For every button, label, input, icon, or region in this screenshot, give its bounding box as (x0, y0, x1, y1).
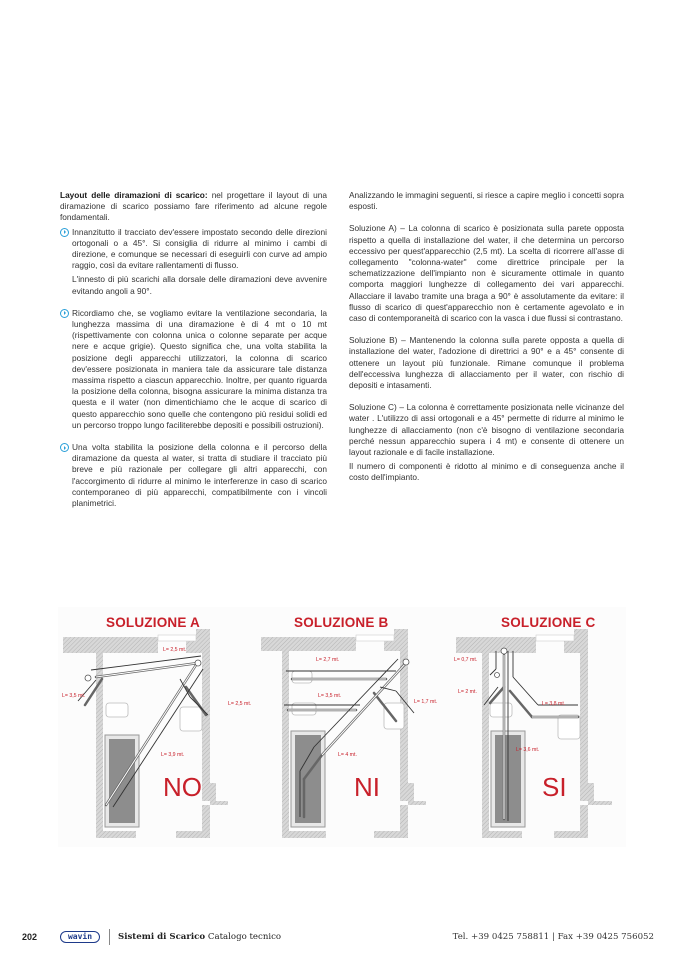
length-label: L= 1,7 mt. (414, 699, 438, 705)
page-number: 202 (22, 932, 38, 942)
page-footer (0, 932, 678, 946)
length-label: L= 3,5 mt. (62, 693, 86, 699)
length-label: L= 3,8 mt. (542, 701, 566, 707)
bullet-text: Una volta stabilita la posizione della colonna e il percorso della diramazione da questa al water, si tratta di studiare il tracciato più breve e più razionale per collegare gli altri apparecchi, con l'accorgimento di ridurre al minimo le interferenze in caso di scarico contemporaneo di più apparecchi, compatibilmente con i vincoli planimetrici. (72, 442, 327, 509)
length-label: L= 3,6 mt. (516, 747, 540, 753)
floor-plan-b-icon (256, 607, 446, 847)
wavin-logo-icon: wavin (60, 931, 100, 943)
panel-title: SOLUZIONE A (106, 615, 200, 630)
paragraph-components: Il numero di componenti è ridotto al minimo e di conseguenza anche il costo dell'impianto. (349, 461, 624, 483)
catalog-title-bold: Sistemi di Scarico (118, 932, 206, 942)
arrow-circle-icon (60, 443, 69, 452)
length-label: L= 0,7 mt. (454, 657, 478, 663)
catalog-title-regular: Catalogo tecnico (205, 932, 282, 942)
length-label: L= 4 mt. (338, 752, 357, 758)
right-column (349, 190, 624, 484)
intro-heading: Layout delle diramazioni di scarico: (60, 190, 208, 200)
panel-solution-a (58, 607, 253, 847)
panel-title: SOLUZIONE B (294, 615, 389, 630)
left-column (60, 190, 327, 509)
length-label: L= 2 mt. (458, 689, 477, 695)
paragraph-solution-a: Soluzione A) – La colonna di scarico è posizionata sulla parete opposta rispetto a quella di installazione del water, il che determina un percorso eccessivo per quest'apparecchio (2,5 mt). La scelta di ricorrere all'asse di collegamento "colonna-water" come direttrice principale per la schematizzazione dell'impianto non è sicuramente ottimale in quanto comporta maggiori lunghezze di collegamento dei vari apparecchi. Allacciare il lavabo tramite una braga a 90° è assolutamente da evitare: il flusso di scarico di quest'apparecchio non è certamente agevolato e in caso di contemporaneità di scarico con la vasca i due flussi si contrastano. (349, 223, 624, 324)
paragraph-solution-b: Soluzione B) – Mantenendo la colonna sulla parete opposta a quella di installazione del water, l'adozione di direttrici a 90° e a 45° consente di ottenere un layout più funzionale. Rimane comunque il problema dell'eccessiva lunghezza di allacciamento per il water, con rischio di depositi e intasamenti. (349, 335, 624, 391)
length-label: L= 2,5 mt. (163, 647, 187, 653)
bullet-item (60, 308, 327, 431)
bullet-continuation: L'innesto di più scarichi alla dorsale delle diramazioni deve avvenire evitando angoli a 90°. (72, 274, 327, 296)
contact-info: Tel. +39 0425 758811 | Fax +39 0425 756052 (452, 932, 654, 942)
intro-text: nel progettare il layout di una diramazione di scarico possiamo fare riferimento ad alcune regole fondamentali. (60, 190, 328, 223)
verdict-label: NO (163, 772, 202, 802)
panel-title: SOLUZIONE C (501, 615, 596, 630)
verdict-label: SI (542, 772, 567, 802)
length-label: L= 2,5 mt. (228, 701, 252, 707)
arrow-circle-icon (60, 228, 69, 237)
verdict-label: NI (354, 772, 380, 802)
length-label: L= 3,9 mt. (161, 752, 185, 758)
bullet-text: Ricordiamo che, se vogliamo evitare la ventilazione secondaria, la lunghezza massima di una diramazione è di 4 mt o 10 mt (rispettivamente con colonna unica o colonne separate per acque nere e acque grigie). Questo significa che, una volta stabilita la posizione degli apparecchi utilizzatori, la colonna di scarico dev'essere posizionata in maniera tale da assicurare tale distanza massima rispetto a ciascun apparecchio. Inoltre, per quanto riguarda la posizione della colonna, bisogna assicurare la minima distanza tra questa e il water (non dimentichiamo che le acque di scarico di questo apparecchio sono quelle che contengono più residui solidi ed un percorso troppo lungo faciliterebbe depositi e possibili ostruzioni). (72, 307, 327, 430)
bullet-item (60, 442, 327, 509)
panel-solution-c (446, 607, 626, 847)
intro-paragraph (60, 190, 327, 224)
length-label: L= 3,5 mt. (318, 693, 342, 699)
floor-plan-a-icon (58, 607, 253, 847)
paragraph-solution-c: Soluzione C) – La colonna è correttamente posizionata nelle vicinanze del water . L'utilizzo di assi ortogonali e a 45° permette di ridurre al minimo le lunghezze di allacciamento (non c'è bisogno di ventilazione secondaria perché nessun apparecchio supera i 4 mt) e consente di ottenere un layout razionale e di facile installazione. (349, 402, 624, 458)
floor-plan-c-icon (446, 607, 626, 847)
length-label: L= 2,7 mt. (316, 657, 340, 663)
catalog-title (118, 932, 281, 942)
panel-solution-b (256, 607, 446, 847)
bullet-text: Innanzitutto il tracciato dev'essere impostato secondo delle direzioni ortogonali o a 45°. Si consiglia di ridurre al minimo i cambi di direzione, e comunque se necessari di eseguirli con curve ad ampio raggio, così da evitare rallentamenti di flusso. (72, 226, 327, 271)
bathroom-layout-figure (58, 607, 626, 847)
bullet-item (60, 227, 327, 297)
arrow-circle-icon (60, 309, 69, 318)
paragraph-intro: Analizzando le immagini seguenti, si riesce a capire meglio i concetti sopra esposti. (349, 190, 624, 212)
footer-divider (109, 929, 110, 945)
